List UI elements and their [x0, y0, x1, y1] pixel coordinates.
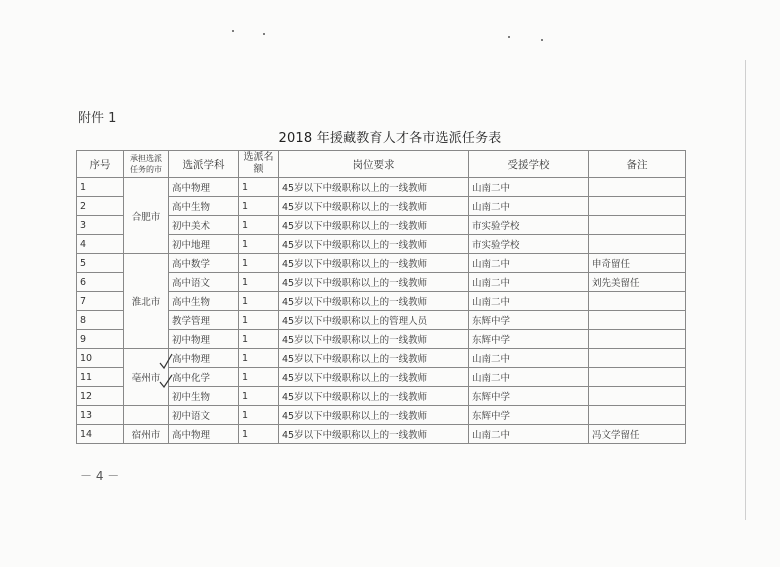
page-number: － 4 －: [80, 469, 120, 483]
cell-note: 刘先美留任: [589, 273, 686, 292]
cell-school: 山南二中: [469, 349, 589, 368]
cell-requirement: 45岁以下中级职称以上的一线教师: [279, 368, 469, 387]
cell-note: [589, 235, 686, 254]
header-school: 受援学校: [469, 151, 589, 178]
cell-subject: 高中物理: [169, 178, 239, 197]
table-row: [77, 311, 686, 330]
cell-note: [589, 178, 686, 197]
task-table: [76, 150, 686, 444]
scan-speck: [263, 33, 265, 35]
cell-school: 山南二中: [469, 254, 589, 273]
scan-speck: [508, 36, 510, 38]
cell-quota: 1: [239, 273, 279, 292]
cell-requirement: 45岁以下中级职称以上的一线教师: [279, 349, 469, 368]
cell-seq: 1: [77, 178, 124, 197]
cell-school: 市实验学校: [469, 235, 589, 254]
handwritten-check-mark: [158, 373, 174, 389]
cell-requirement: 45岁以下中级职称以上的一线教师: [279, 406, 469, 425]
cell-note: [589, 216, 686, 235]
table-row: [77, 235, 686, 254]
cell-requirement: 45岁以下中级职称以上的一线教师: [279, 330, 469, 349]
cell-requirement: 45岁以下中级职称以上的一线教师: [279, 292, 469, 311]
cell-requirement: 45岁以下中级职称以上的一线教师: [279, 425, 469, 444]
cell-note: [589, 406, 686, 425]
cell-school: 东辉中学: [469, 311, 589, 330]
table-row: [77, 292, 686, 311]
handwritten-check-mark: [158, 352, 174, 370]
table-row: [77, 387, 686, 406]
cell-quota: 1: [239, 292, 279, 311]
cell-note: [589, 197, 686, 216]
cell-city: 淮北市: [124, 254, 169, 349]
header-seq: 序号: [77, 151, 124, 178]
cell-requirement: 45岁以下中级职称以上的一线教师: [279, 273, 469, 292]
cell-note: [589, 311, 686, 330]
cell-school: 山南二中: [469, 292, 589, 311]
cell-subject: 高中生物: [169, 292, 239, 311]
scan-speck: [232, 30, 234, 32]
cell-seq: 4: [77, 235, 124, 254]
cell-quota: 1: [239, 330, 279, 349]
cell-school: 山南二中: [469, 197, 589, 216]
cell-subject: 高中生物: [169, 197, 239, 216]
cell-city: [124, 406, 169, 425]
cell-seq: 8: [77, 311, 124, 330]
cell-school: 山南二中: [469, 368, 589, 387]
cell-seq: 13: [77, 406, 124, 425]
table-row: [77, 330, 686, 349]
cell-seq: 5: [77, 254, 124, 273]
header-note: 备注: [589, 151, 686, 178]
cell-quota: 1: [239, 197, 279, 216]
table-row: [77, 254, 686, 273]
cell-quota: 1: [239, 178, 279, 197]
cell-city: 合肥市: [124, 178, 169, 254]
table-row: [77, 406, 686, 425]
cell-seq: 10: [77, 349, 124, 368]
cell-school: 山南二中: [469, 273, 589, 292]
cell-city: 宿州市: [124, 425, 169, 444]
cell-seq: 3: [77, 216, 124, 235]
page-title: 2018 年援藏教育人才各市选派任务表: [278, 131, 502, 146]
cell-subject: 初中语文: [169, 406, 239, 425]
cell-subject: 初中物理: [169, 330, 239, 349]
cell-subject: 高中语文: [169, 273, 239, 292]
cell-requirement: 45岁以下中级职称以上的管理人员: [279, 311, 469, 330]
cell-school: 山南二中: [469, 178, 589, 197]
table-row: [77, 178, 686, 197]
cell-subject: 高中物理: [169, 425, 239, 444]
cell-requirement: 45岁以下中级职称以上的一线教师: [279, 216, 469, 235]
cell-requirement: 45岁以下中级职称以上的一线教师: [279, 178, 469, 197]
cell-note: [589, 349, 686, 368]
cell-note: 申奇留任: [589, 254, 686, 273]
cell-quota: 1: [239, 368, 279, 387]
cell-subject: 高中数学: [169, 254, 239, 273]
cell-school: 市实验学校: [469, 216, 589, 235]
cell-city: 亳州市: [124, 349, 169, 406]
cell-quota: 1: [239, 349, 279, 368]
table-row: [77, 197, 686, 216]
cell-quota: 1: [239, 235, 279, 254]
header-requirement: 岗位要求: [279, 151, 469, 178]
cell-school: 东辉中学: [469, 330, 589, 349]
cell-quota: 1: [239, 216, 279, 235]
cell-requirement: 45岁以下中级职称以上的一线教师: [279, 254, 469, 273]
attachment-label: 附件 1: [78, 111, 117, 126]
cell-subject: 高中化学: [169, 368, 239, 387]
cell-subject: 初中生物: [169, 387, 239, 406]
header-city: 承担选派任务的市: [124, 151, 169, 178]
cell-subject: 教学管理: [169, 311, 239, 330]
cell-seq: 9: [77, 330, 124, 349]
cell-seq: 11: [77, 368, 124, 387]
cell-note: [589, 330, 686, 349]
cell-school: 东辉中学: [469, 406, 589, 425]
header-quota: 选派名额: [239, 151, 279, 178]
table-row: [77, 273, 686, 292]
cell-seq: 6: [77, 273, 124, 292]
cell-seq: 14: [77, 425, 124, 444]
cell-seq: 2: [77, 197, 124, 216]
header-subject: 选派学科: [169, 151, 239, 178]
cell-subject: 高中物理: [169, 349, 239, 368]
cell-quota: 1: [239, 254, 279, 273]
cell-requirement: 45岁以下中级职称以上的一线教师: [279, 235, 469, 254]
cell-subject: 初中美术: [169, 216, 239, 235]
cell-note: [589, 368, 686, 387]
scan-speck: [541, 39, 543, 41]
cell-seq: 12: [77, 387, 124, 406]
cell-seq: 7: [77, 292, 124, 311]
table-header-row: [77, 151, 686, 178]
cell-note: 冯文学留任: [589, 425, 686, 444]
cell-quota: 1: [239, 406, 279, 425]
cell-subject: 初中地理: [169, 235, 239, 254]
cell-school: 山南二中: [469, 425, 589, 444]
cell-note: [589, 387, 686, 406]
table-row: [77, 425, 686, 444]
cell-note: [589, 292, 686, 311]
cell-requirement: 45岁以下中级职称以上的一线教师: [279, 387, 469, 406]
cell-requirement: 45岁以下中级职称以上的一线教师: [279, 197, 469, 216]
cell-school: 东辉中学: [469, 387, 589, 406]
cell-quota: 1: [239, 425, 279, 444]
cell-quota: 1: [239, 387, 279, 406]
table-row: [77, 216, 686, 235]
cell-quota: 1: [239, 311, 279, 330]
